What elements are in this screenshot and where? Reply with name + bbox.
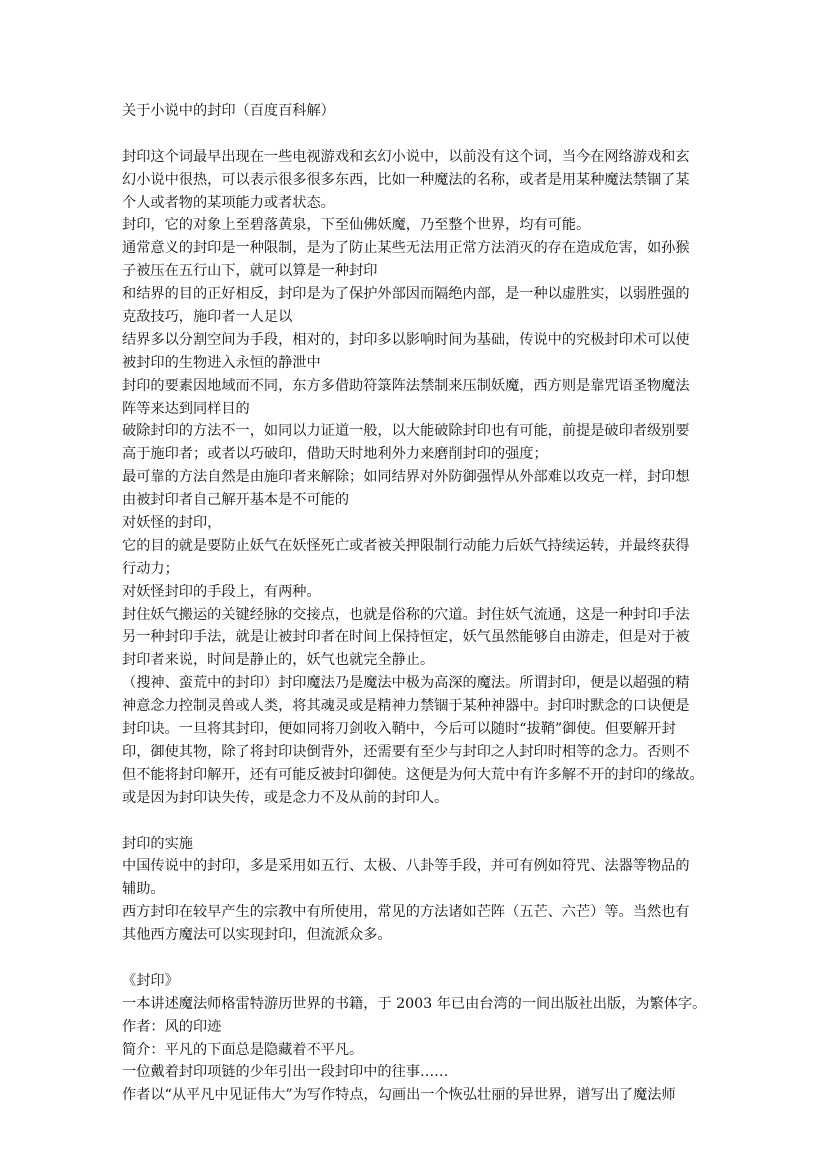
blank-line bbox=[122, 947, 707, 970]
text-line: 中国传说中的封印，多是采用如五行、太极、八卦等手段，并可有例如符咒、法器等物品的 bbox=[122, 858, 690, 875]
text-line: 由被封印者自己解开基本是不可能的 bbox=[122, 492, 350, 509]
text-line: 封住妖气搬运的关键经脉的交接点，也就是俗称的穴道。封住妖气流通，这是一种封印手法 bbox=[122, 606, 690, 623]
text-line: 高于施印者；或者以巧破印，借助天时地利外力来磨削封印的强度； bbox=[122, 446, 548, 463]
document-page bbox=[122, 100, 707, 1107]
blank-line bbox=[122, 810, 707, 833]
text-line: 对妖怪封印的手段上，有两种。 bbox=[122, 583, 321, 600]
text-line: 其他西方魔法可以实现封印，但流派众多。 bbox=[122, 927, 392, 944]
text-line: 破除封印的方法不一，如同以力证道一般，以大能破除封印也有可能，前提是破印者级别要 bbox=[122, 423, 690, 440]
text-line: 幻小说中很热，可以表示很多很多东西，比如一种魔法的名称，或者是用某种魔法禁锢了某 bbox=[122, 171, 690, 188]
text-line: 西方封印在较早产生的宗教中有所使用，常见的方法诸如芒阵（五芒、六芒）等。当然也有 bbox=[122, 904, 690, 921]
text-line: 行动力； bbox=[122, 560, 179, 577]
text-line: 被封印的生物进入永恒的静泄中 bbox=[122, 354, 321, 371]
text-line: 封印的实施 bbox=[122, 835, 193, 852]
text-line: 对妖怪的封印， bbox=[122, 515, 222, 532]
text-line: 简介：平凡的下面总是隐藏着不平凡。 bbox=[122, 1041, 364, 1058]
text-line: 另一种封印手法，就是让被封印者在时间上保持恒定，妖气虽然能够自由游走，但是对于被 bbox=[122, 629, 690, 646]
text-line: （搜神、蛮荒中的封印）封印魔法乃是魔法中极为高深的魔法。所谓封印，便是以超强的精 bbox=[122, 675, 690, 692]
text-line: 克敌技巧，施印者一人足以 bbox=[122, 309, 293, 326]
text-line: 封印者来说，时间是静止的，妖气也就完全静止。 bbox=[122, 652, 435, 669]
text-line: 作者：风的印迹 bbox=[122, 1018, 222, 1035]
text-line: 封印诀。一旦将其封印，便如同将刀剑收入鞘中，今后可以随时“拔鞘”御使。但要解开封 bbox=[122, 721, 676, 738]
text-line: 但不能将封印解开，还有可能反被封印御使。这便是为何大荒中有许多解不开的封印的缘故。 bbox=[122, 766, 704, 783]
text-line: 印，御使其物，除了将封印诀倒背外，还需要有至少与封印之人封印时相等的念力。否则不 bbox=[122, 743, 690, 760]
text-line: 一本讲述魔法师格雷特游历世界的书籍，于 2003 年已由台湾的一间出版社出版，为繁体字。 bbox=[122, 995, 707, 1012]
text-line: 和结界的目的正好相反，封印是为了保护外部因而隔绝内部，是一种以虚胜实，以弱胜强的 bbox=[122, 286, 690, 303]
text-line: 一位戴着封印项链的少年引出一段封印中的往事…… bbox=[122, 1064, 449, 1081]
document-title: 关于小说中的封印（百度百科解） bbox=[122, 103, 335, 119]
text-line: 子被压在五行山下，就可以算是一种封印 bbox=[122, 263, 378, 280]
text-line: 通常意义的封印是一种限制，是为了防止某些无法用正常方法消灭的存在造成危害，如孙猴 bbox=[122, 240, 690, 257]
text-line: 辅助。 bbox=[122, 881, 165, 898]
text-line: 作者以“从平凡中见证伟大”为写作特点，勾画出一个恢弘壮丽的异世界，谱写出了魔法师 bbox=[122, 1087, 676, 1104]
blank-line bbox=[122, 123, 707, 146]
text-line: 封印这个词最早出现在一些电视游戏和玄幻小说中，以前没有这个词，当今在网络游戏和玄 bbox=[122, 148, 690, 165]
text-line: 阵等来达到同样目的 bbox=[122, 400, 250, 417]
text-line: 个人或者物的某项能力或者状态。 bbox=[122, 194, 335, 211]
text-line: 或是因为封印诀失传，或是念力不及从前的封印人。 bbox=[122, 789, 449, 806]
text-line: 结界多以分割空间为手段，相对的，封印多以影响时间为基础，传说中的究极封印术可以使 bbox=[122, 331, 690, 348]
text-line: 最可靠的方法自然是由施印者来解除；如同结界对外防御强悍从外部难以攻克一样，封印想 bbox=[122, 469, 690, 486]
text-line: 它的目的就是要防止妖气在妖怪死亡或者被关押限制行动能力后妖气持续运转，并最终获得 bbox=[122, 537, 690, 554]
text-line: 封印，它的对象上至碧落黄泉，下至仙佛妖魔，乃至整个世界，均有可能。 bbox=[122, 217, 591, 234]
text-line: 封印的要素因地域而不同，东方多借助符箓阵法禁制来压制妖魔，西方则是靠咒语圣物魔法 bbox=[122, 377, 690, 394]
text-line: 神意念力控制灵兽或人类，将其魂灵或是精神力禁锢于某种神器中。封印时默念的口诀便是 bbox=[122, 698, 690, 715]
text-line: 《封印》 bbox=[122, 972, 179, 989]
